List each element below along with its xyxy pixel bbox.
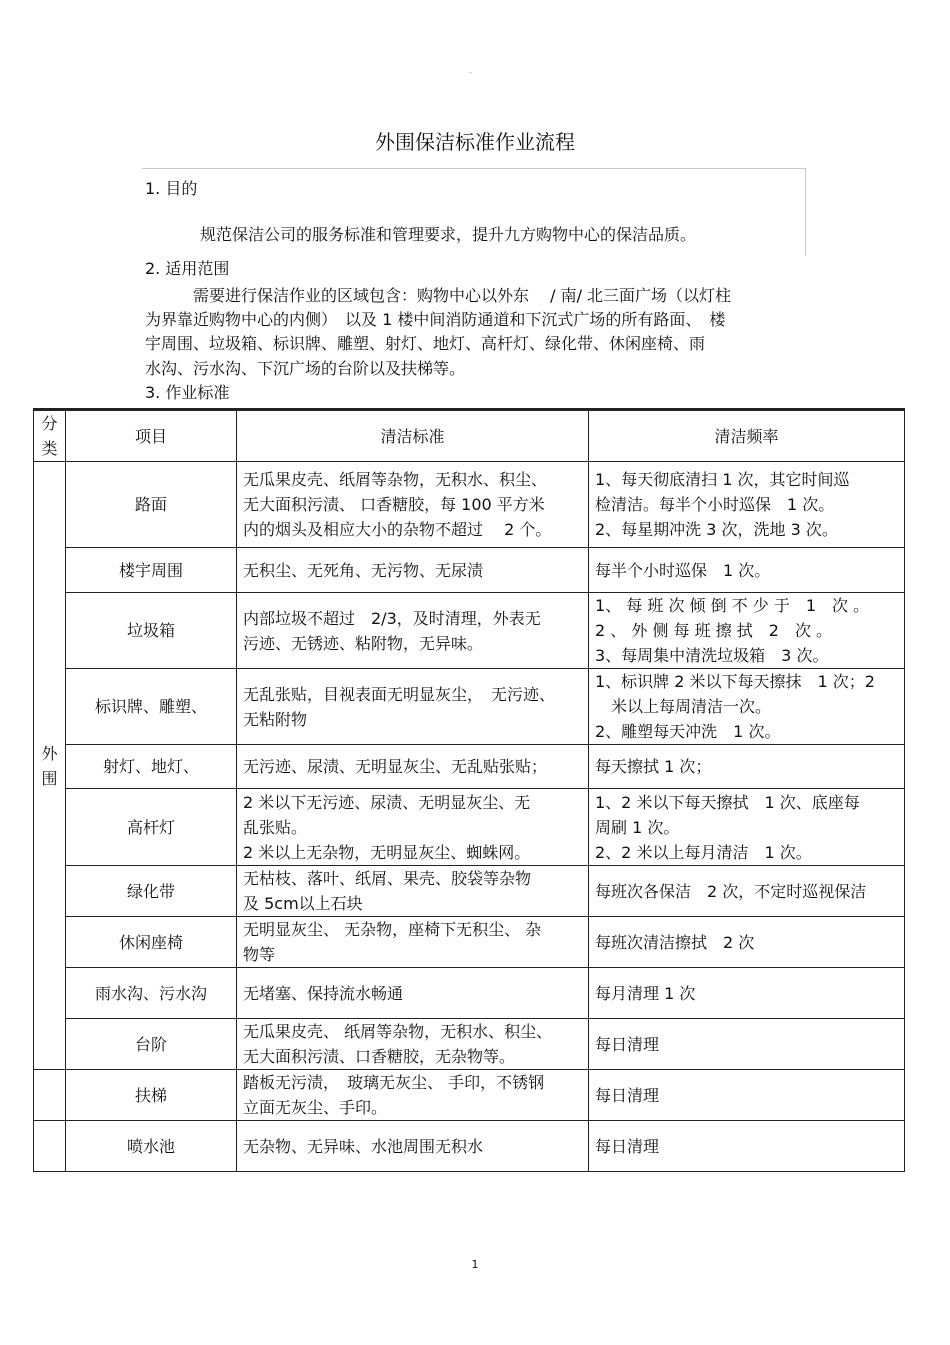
cell-line: 乱张贴。 — [243, 817, 308, 837]
section-2-line: 水沟、污水沟、下沉广场的台阶以及扶梯等。 — [145, 359, 466, 378]
cell-line: 2 米以下无污迹、尿渍、无明显灰尘、无 — [243, 792, 531, 812]
item-cell: 绿化带 — [66, 866, 237, 917]
section-3-heading: 3. 作业标准 — [145, 383, 230, 402]
cell-line: 2、2 米以上每月清洁 1 次。 — [595, 842, 812, 862]
item-cell: 台阶 — [66, 1019, 237, 1070]
cell-line: 每日清理 — [595, 1085, 660, 1105]
cell-line: 无粘附物 — [243, 709, 308, 729]
cell-line: 及 5cm以上石块 — [243, 894, 363, 913]
table-row — [34, 745, 905, 789]
cell-line: 1、2 米以下每天擦拭 1 次、底座每 — [595, 792, 860, 812]
table-row — [34, 669, 905, 745]
frequency-cell — [589, 669, 905, 745]
cell-line: 米以上每周清洁一次。 — [595, 697, 772, 716]
cell-line: 每月清理 1 次 — [595, 983, 696, 1003]
section-1-heading: 1. 目的 — [145, 179, 198, 198]
table-header-row — [34, 410, 905, 462]
standard-cell — [237, 917, 589, 968]
section-2-line: 宇周围、垃圾箱、标识牌、雕塑、射灯、地灯、高杆灯、绿化带、休闲座椅、雨 — [145, 334, 706, 353]
cell-line: 每日清理 — [595, 1136, 660, 1156]
table-row — [34, 548, 905, 593]
item-cell: 扶梯 — [66, 1070, 237, 1121]
cell-line: 无堵塞、保持流水畅通 — [243, 983, 404, 1003]
standard-cell — [237, 1070, 589, 1121]
frequency-cell — [589, 789, 905, 866]
table-row — [34, 866, 905, 917]
cell-line: 踏板无污渍， 玻璃无灰尘、 手印，不锈钢 — [243, 1073, 545, 1092]
header-standard: 清洁标准 — [237, 410, 589, 462]
cell-line: 1、 每 班 次 倾 倒 不 少 于 1 次 。 — [595, 596, 870, 615]
table-row — [34, 917, 905, 968]
frequency-cell — [589, 548, 905, 593]
cell-line: 无乱张贴，目视表面无明显灰尘， 无污迹、 — [243, 684, 556, 704]
item-cell: 喷水池 — [66, 1121, 237, 1172]
frequency-cell — [589, 1019, 905, 1070]
standard-cell — [237, 1121, 589, 1172]
section-2-line: 需要进行保洁作业的区域包含：购物中心以外东 / 南/ 北三面广场（以灯柱 — [193, 286, 732, 305]
table-row — [34, 593, 905, 669]
category-cell-empty — [34, 1070, 66, 1121]
cell-line: 无明显灰尘、 无杂物，座椅下无积尘、 杂 — [243, 920, 542, 939]
header-item: 项目 — [66, 410, 237, 462]
cell-line: 立面无灰尘、手印。 — [243, 1098, 388, 1117]
standard-cell — [237, 1019, 589, 1070]
cell-line: 无积尘、无死角、无污物、无尿渍 — [243, 560, 484, 580]
cell-line: 检清洁。每半个小时巡保 1 次。 — [595, 495, 835, 514]
standard-cell — [237, 669, 589, 745]
cell-line: 每班次清洁擦拭 2 次 — [595, 932, 755, 952]
section-1-text: 规范保洁公司的服务标准和管理要求，提升九方购物中心的保洁品质。 — [200, 225, 697, 244]
section-2-line: 为界靠近购物中心的内侧） 以及 1 楼中间消防通道和下沉式广场的所有路面、 楼 — [145, 310, 726, 329]
standards-table — [33, 408, 905, 1172]
cell-line: 2 、 外 侧 每 班 擦 拭 2 次 。 — [595, 621, 833, 640]
table-row — [34, 1121, 905, 1172]
item-cell: 休闲座椅 — [66, 917, 237, 968]
cell-line: 每班次各保洁 2 次，不定时巡视保洁 — [595, 881, 867, 901]
item-cell: 楼宇周围 — [66, 548, 237, 593]
frequency-cell — [589, 866, 905, 917]
cell-line: 无大面积污渍、 口香糖胶，每 100 平方米 — [243, 495, 545, 514]
header-category — [34, 410, 66, 462]
table-row — [34, 968, 905, 1019]
cell-line: 内的烟头及相应大小的杂物不超过 2 个。 — [243, 520, 552, 539]
category-cell-empty — [34, 1121, 66, 1172]
standard-cell — [237, 866, 589, 917]
cell-line: 物等 — [243, 945, 276, 964]
cell-line: 无大面积污渍、口香糖胶，无杂物等。 — [243, 1047, 516, 1066]
table-row — [34, 789, 905, 866]
category-char: 外 — [41, 743, 58, 763]
standard-cell — [237, 593, 589, 669]
cell-line: 1、每天彻底清扫 1 次，其它时间巡 — [595, 470, 850, 489]
header-frequency: 清洁频率 — [589, 410, 905, 462]
standard-cell — [237, 968, 589, 1019]
table-row — [34, 1019, 905, 1070]
cell-line: 无枯枝、落叶、纸屑、果壳、胶袋等杂物 — [243, 869, 532, 888]
cell-line: 每日清理 — [595, 1034, 660, 1054]
frequency-cell — [589, 1121, 905, 1172]
header-category-char: 类 — [41, 439, 58, 458]
cell-line: 2、雕塑每天冲洗 1 次。 — [595, 722, 781, 741]
cell-line: 周刷 1 次。 — [595, 817, 680, 837]
table-row — [34, 462, 905, 548]
header-mark: - — [469, 68, 472, 77]
cell-line: 每天擦拭 1 次； — [595, 757, 712, 776]
item-cell: 射灯、地灯、 — [66, 745, 237, 789]
item-cell: 垃圾箱 — [66, 593, 237, 669]
frequency-cell — [589, 917, 905, 968]
standard-cell — [237, 745, 589, 789]
cell-line: 无杂物、无异味、水池周围无积水 — [243, 1136, 484, 1156]
cell-line: 3、每周集中清洗垃圾箱 3 次。 — [595, 646, 829, 665]
cell-line: 内部垃圾不超过 2/3，及时清理，外表无 — [243, 608, 541, 628]
table-row — [34, 1070, 905, 1121]
cell-line: 无污迹、尿渍、无明显灰尘、无乱贴张贴； — [243, 757, 548, 776]
cell-line: 无瓜果皮壳、纸屑等杂物，无积水、积尘、 — [243, 470, 548, 489]
cell-line: 1、标识牌 2 米以下每天擦抹 1 次；2 — [595, 672, 875, 691]
frequency-cell — [589, 1070, 905, 1121]
document-title: 外围保洁标准作业流程 — [375, 130, 575, 154]
item-cell: 路面 — [66, 462, 237, 548]
section-2-heading: 2. 适用范围 — [145, 259, 230, 278]
cell-line: 2 米以上无杂物，无明显灰尘、蜘蛛网。 — [243, 842, 531, 862]
frequency-cell — [589, 593, 905, 669]
cell-line: 无瓜果皮壳、 纸屑等杂物，无积水、积尘、 — [243, 1022, 553, 1041]
cell-line: 污迹、无锈迹、粘附物，无异味。 — [243, 633, 484, 653]
cell-line: 每半个小时巡保 1 次。 — [595, 560, 771, 580]
page-number: 1 — [471, 1258, 479, 1271]
cell-line: 2、每星期冲洗 3 次，洗地 3 次。 — [595, 520, 838, 539]
frequency-cell — [589, 968, 905, 1019]
header-category-char: 分 — [41, 414, 58, 433]
item-cell: 标识牌、雕塑、 — [66, 669, 237, 745]
category-char: 围 — [41, 768, 58, 788]
standard-cell — [237, 548, 589, 593]
frequency-cell — [589, 462, 905, 548]
standard-cell — [237, 462, 589, 548]
item-cell: 雨水沟、污水沟 — [66, 968, 237, 1019]
frequency-cell — [589, 745, 905, 789]
category-cell — [34, 462, 66, 1070]
item-cell: 高杆灯 — [66, 789, 237, 866]
standard-cell — [237, 789, 589, 866]
